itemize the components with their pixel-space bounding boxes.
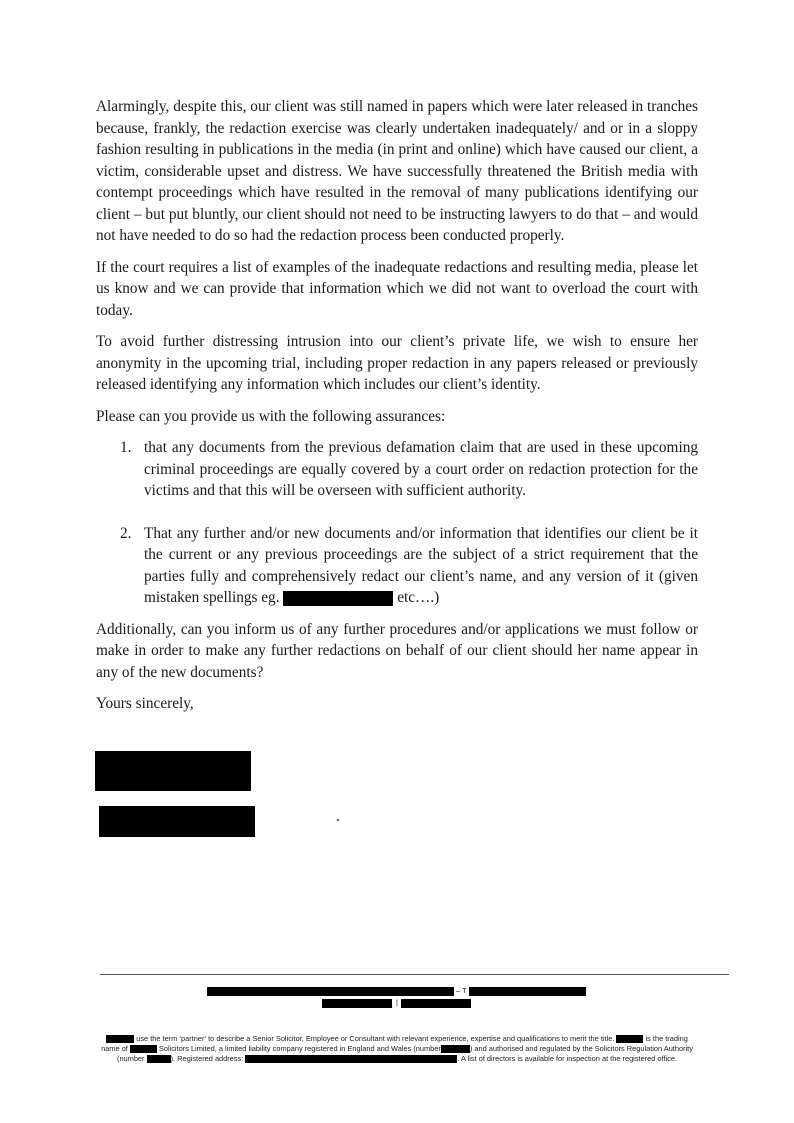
list-item-text: that any documents from the previous defamation claim that are used in these upcoming criminal proceedings are equally covered by a court order on redaction protection for the victims and that this will be overseen with sufficient authority. bbox=[144, 439, 698, 499]
paragraph-procedures-question: Additionally, can you inform us of any further procedures and/or applications we must follow or make in order to make any further redactions on behalf of our client should her name appear in any of the new documents? bbox=[96, 620, 698, 681]
footer-divider bbox=[100, 974, 729, 975]
redacted-firm-name bbox=[106, 1035, 134, 1043]
redacted-firm-name bbox=[616, 1035, 643, 1043]
paragraph-examples-offer: If the court requires a list of examples of the inadequate redactions and resulting media, please let us know and we can provide that information which we did not want to overload the court with today. bbox=[96, 258, 698, 319]
paragraph-redaction-failure: Alarmingly, despite this, our client was still named in papers which were later released in tranches because, frankly, the redaction exercise was clearly undertaken inadequately/ and or in a sloppy fashion resulting in publications in the media (in print and online) which have caused our client, a victim, considerable upset and distress. We have successfully threatened the British media with contempt proceedings which have resulted in the removal of many publications identifying our client – but put bluntly, our client should not need to be instructing lawyers to do that – and would not have needed to do so had the redaction process been conducted properly. bbox=[96, 98, 698, 244]
closing-salutation: Yours sincerely, bbox=[96, 695, 194, 712]
paragraph-anonymity-request: To avoid further distressing intrusion into our client’s private life, we wish to ensure her anonymity in the upcoming trial, including proper redaction in any papers released or previously released identifying any information which includes our client’s identity. bbox=[96, 333, 698, 393]
footer-text: ) and authorised and regulated by the Solicitors Regulation Authority bbox=[469, 1044, 693, 1053]
footer-text: Solicitors Limited, a limited liability company registered in England and Wales (number bbox=[158, 1044, 441, 1053]
footer-text: name of bbox=[101, 1044, 128, 1053]
redacted-company-name bbox=[130, 1045, 157, 1053]
paragraph-assurances-intro: Please can you provide us with the following assurances: bbox=[96, 407, 446, 425]
footer-phone-separator: – T bbox=[456, 986, 467, 995]
redacted-signatory-name bbox=[99, 806, 255, 837]
list-item-number: 1. bbox=[120, 439, 132, 456]
redacted-name bbox=[283, 591, 393, 606]
footer-text: (number bbox=[116, 1054, 145, 1063]
footer-address-line bbox=[0, 986, 794, 997]
letter-body bbox=[96, 96, 698, 725]
list-item-text: That any further and/or new documents and/or information that identifies our client be it the current or any previous proceedings are the subject of a strict requirement that the parties fully and comprehensively redact our client’s name, and any version of it (given mistaken spellings eg. bbox=[144, 524, 698, 606]
footer-contact-separator: | bbox=[396, 998, 398, 1007]
redacted-company-number bbox=[441, 1045, 470, 1053]
footer-legal-notice bbox=[96, 1034, 698, 1064]
footer-text: is the trading bbox=[645, 1034, 688, 1043]
redacted-address bbox=[207, 987, 454, 996]
redacted-website bbox=[401, 999, 471, 1008]
footer-text: ). Registered address: bbox=[170, 1054, 244, 1063]
redacted-registered-address bbox=[245, 1055, 457, 1063]
footer-text: . A list of directors is available for inspection at the registered office. bbox=[457, 1054, 678, 1063]
redacted-email bbox=[322, 999, 392, 1008]
redacted-phone bbox=[469, 987, 586, 996]
redacted-signature bbox=[95, 751, 251, 791]
footer-contact-line bbox=[0, 998, 794, 1009]
list-item-number: 2. bbox=[120, 524, 132, 542]
redacted-sra-number bbox=[147, 1055, 171, 1063]
list-item bbox=[96, 437, 698, 502]
assurances-list bbox=[96, 437, 698, 609]
list-item bbox=[96, 523, 698, 609]
footer-text: use the term ‘partner’ to describe a Senior Solicitor, Employee or Consultant with relevant experience, expertise and qualifications to merit the title. bbox=[136, 1034, 615, 1043]
signature-dot: . bbox=[336, 808, 340, 825]
list-item-text-end: etc….) bbox=[397, 589, 440, 606]
